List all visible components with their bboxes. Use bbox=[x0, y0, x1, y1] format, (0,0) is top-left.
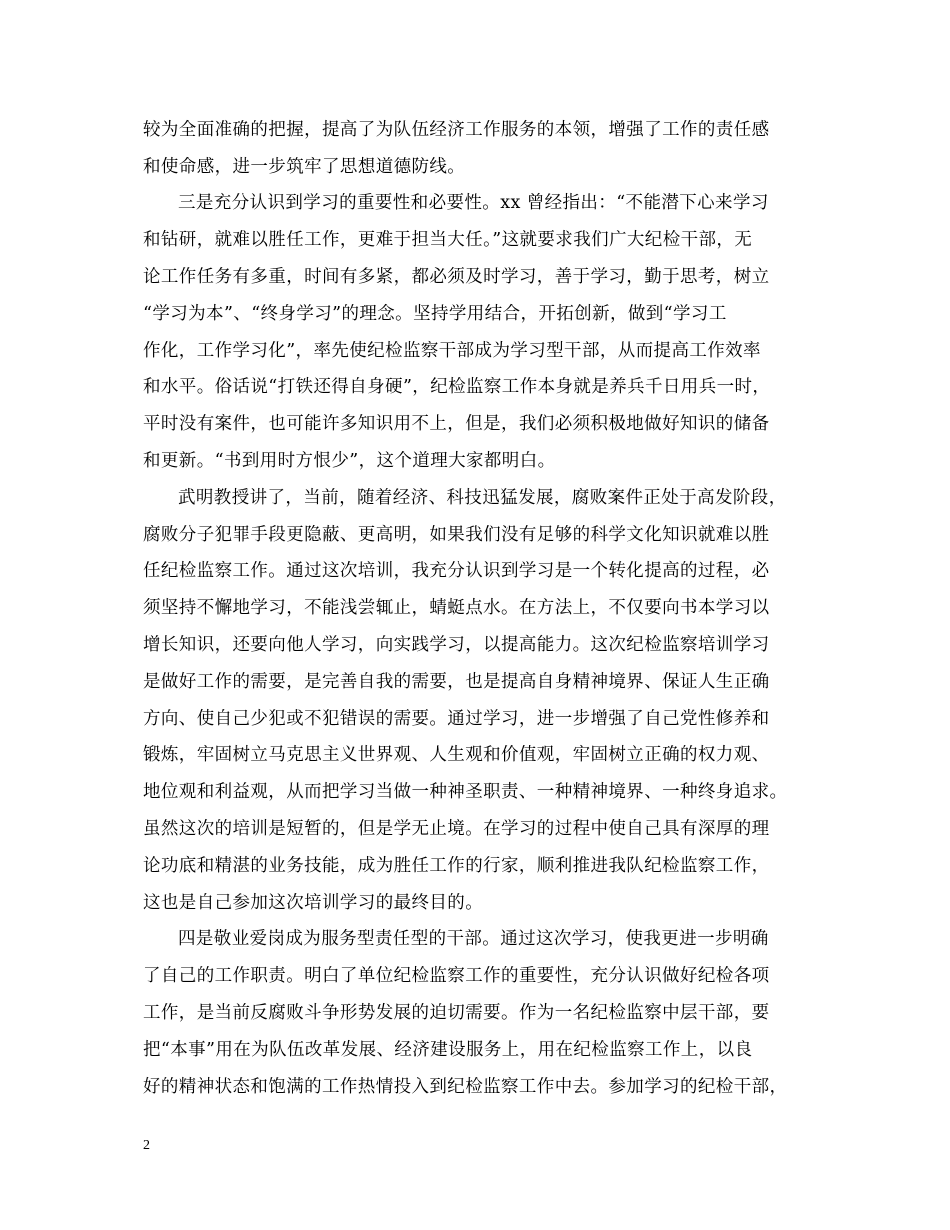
paragraph-start-line: 武明教授讲了，当前，随着经济、科技迅猛发展，腐败案件正处于高发阶段， bbox=[178, 488, 787, 508]
text-line: 是做好工作的需要，是完善自我的需要，也是提高自身精神境界、保证人生正确 bbox=[143, 672, 770, 692]
paragraph-start-line: 三是充分认识到学习的重要性和必要性。xx 曾经指出：“不能潜下心来学习 bbox=[178, 193, 769, 213]
text-line: 好的精神状态和饱满的工作热情投入到纪检监察工作中去。参加学习的纪检干部， bbox=[143, 1077, 788, 1097]
text-line: 工作，是当前反腐败斗争形势发展的迫切需要。作为一名纪检监察中层干部，要 bbox=[143, 1003, 770, 1023]
text-line: 方向、使自己少犯或不犯错误的需要。通过学习，进一步增强了自己党性修养和 bbox=[143, 709, 770, 729]
text-line: 须坚持不懈地学习，不能浅尝辄止，蜻蜓点水。在方法上，不仅要向书本学习以 bbox=[143, 598, 770, 618]
text-line: 和水平。俗话说“打铁还得自身硬”，纪检监察工作本身就是养兵千日用兵一时， bbox=[143, 377, 771, 397]
text-line: 锻炼，牢固树立马克思主义世界观、人生观和价值观，牢固树立正确的权力观、 bbox=[143, 745, 770, 765]
text-line: 和钻研，就难以胜任工作，更难于担当大任。”这就要求我们广大纪检干部，无 bbox=[143, 230, 753, 250]
text-line: 任纪检监察工作。通过这次培训，我充分认识到学习是一个转化提高的过程，必 bbox=[143, 561, 770, 581]
paragraph-start-line: 四是敬业爱岗成为服务型责任型的干部。通过这次学习，使我更进一步明确 bbox=[178, 929, 769, 949]
text-line: “学习为本”、“终身学习”的理念。坚持学用结合，开拓创新，做到“学习工 bbox=[143, 304, 727, 324]
text-line: 作化，工作学习化”，率先使纪检监察干部成为学习型干部，从而提高工作效率 bbox=[143, 341, 761, 361]
text-line: 把“本事”用在为队伍改革发展、经济建设服务上，用在纪检监察工作上，以良 bbox=[143, 1040, 753, 1060]
text-line: 腐败分子犯罪手段更隐蔽、更高明，如果我们没有足够的科学文化知识就难以胜 bbox=[143, 525, 770, 545]
text-line: 论工作任务有多重，时间有多紧，都必须及时学习，善于学习，勤于思考，树立 bbox=[143, 267, 770, 287]
page-number: 2 bbox=[143, 1138, 150, 1153]
text-line: 增长知识，还要向他人学习，向实践学习，以提高能力。这次纪检监察培训学习 bbox=[143, 635, 770, 655]
text-line: 较为全面准确的把握，提高了为队伍经济工作服务的本领，增强了工作的责任感 bbox=[143, 120, 770, 140]
text-line: 和更新。“书到用时方恨少”，这个道理大家都明白。 bbox=[143, 451, 556, 471]
text-line: 和使命感，进一步筑牢了思想道德防线。 bbox=[143, 157, 466, 177]
text-line: 这也是自己参加这次培训学习的最终目的。 bbox=[143, 893, 484, 913]
text-line: 论功底和精湛的业务技能，成为胜任工作的行家，顺利推进我队纪检监察工作， bbox=[143, 856, 770, 876]
text-line: 地位观和利益观，从而把学习当做一种神圣职责、一种精神境界、一种终身追求。 bbox=[143, 782, 788, 802]
text-line: 了自己的工作职责。明白了单位纪检监察工作的重要性，充分认识做好纪检各项 bbox=[143, 966, 770, 986]
text-line: 虽然这次的培训是短暂的，但是学无止境。在学习的过程中使自己具有深厚的理 bbox=[143, 819, 770, 839]
text-line: 平时没有案件，也可能许多知识用不上，但是，我们必须积极地做好知识的储备 bbox=[143, 414, 770, 434]
